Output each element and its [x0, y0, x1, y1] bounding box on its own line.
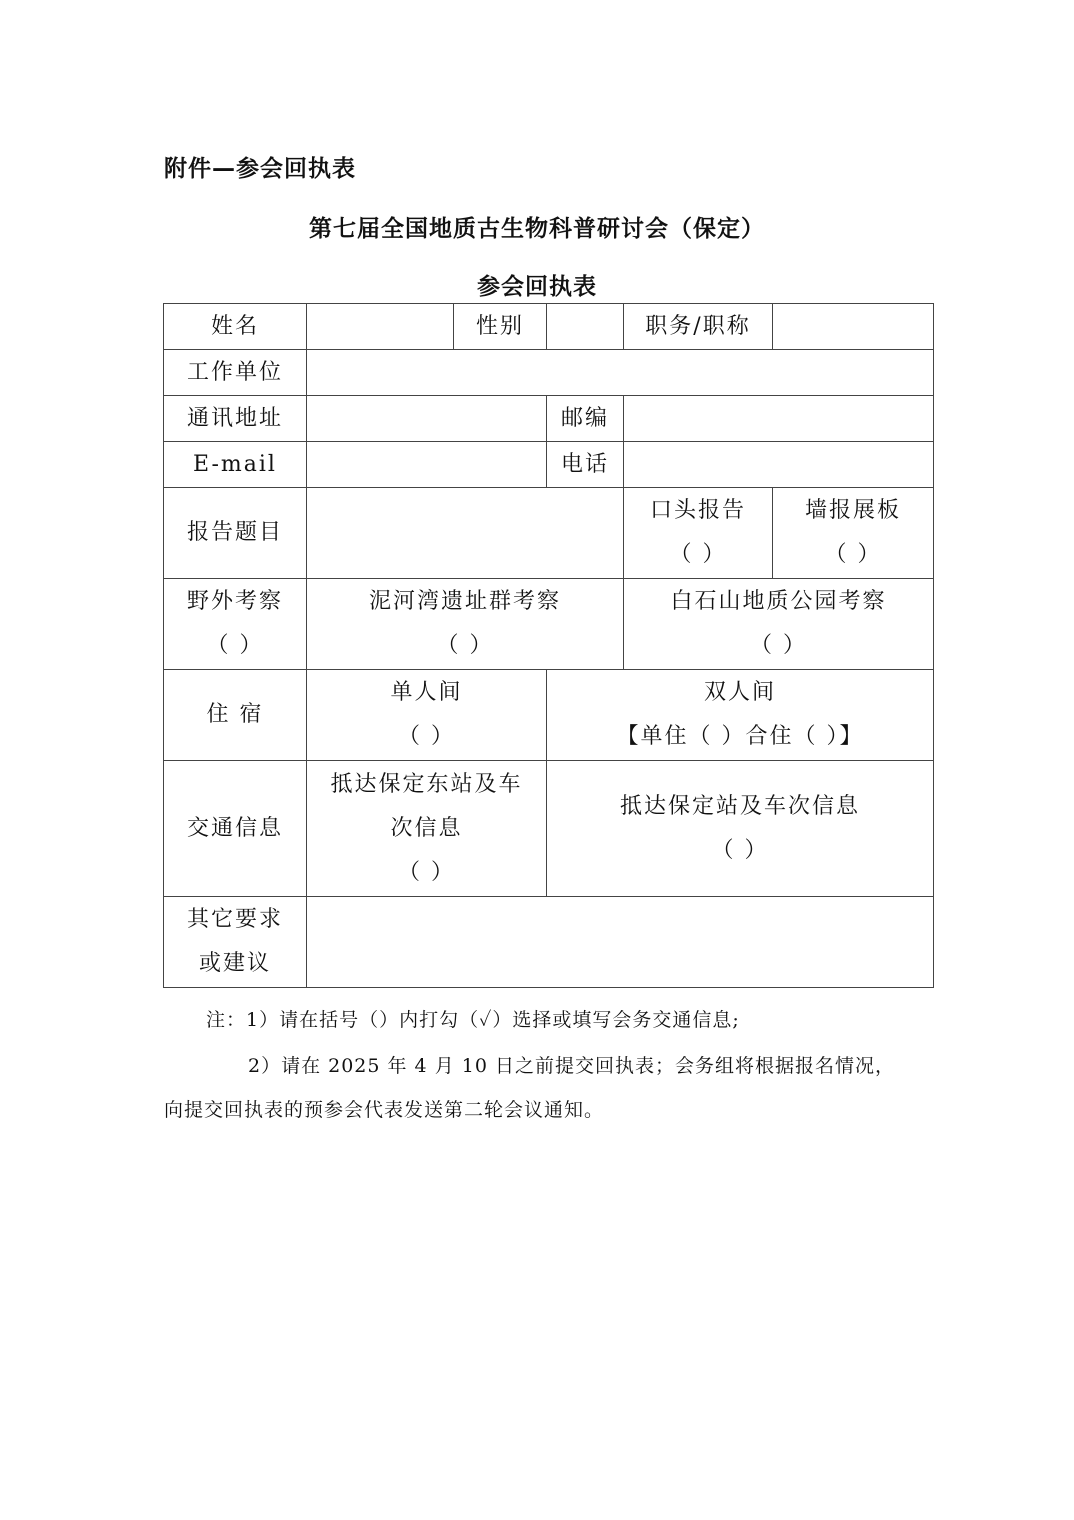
- row-report: [164, 488, 934, 579]
- row-other: [164, 897, 934, 988]
- trip-1-label: 泥河湾遗址群考察: [368, 589, 561, 614]
- row-address: [164, 396, 934, 442]
- label-postcode: 邮编: [547, 396, 624, 442]
- poster-check[interactable]: （ ）: [824, 542, 882, 567]
- label-position: 职务/职称: [624, 304, 773, 350]
- registration-form-table: [163, 303, 934, 988]
- trip-2-label: 白石山地质公园考察: [670, 589, 887, 614]
- field-postcode[interactable]: [624, 396, 934, 442]
- field-other[interactable]: [307, 897, 934, 988]
- note-2: 2）请在 2025 年 4 月 10 日之前提交回执表；会务组将根据报名情况，: [248, 1055, 895, 1077]
- label-lodging: 住 宿: [164, 670, 307, 761]
- other-line2: 或建议: [198, 951, 271, 976]
- label-phone: 电话: [547, 442, 624, 488]
- row-field-trip: [164, 579, 934, 670]
- option-single-room[interactable]: [307, 670, 547, 761]
- note-1: 注：1）请在括号（）内打勾（✓）选择或填写会务交通信息;: [206, 1009, 740, 1031]
- label-transport: 交通信息: [164, 761, 307, 897]
- field-transport-main[interactable]: [547, 761, 934, 897]
- row-name: [164, 304, 934, 350]
- document-title: 第七届全国地质古生物科普研讨会（保定）: [309, 216, 765, 242]
- transport-east-line2: 次信息: [390, 815, 463, 841]
- transport-main-label: 抵达保定站及车次信息: [619, 793, 860, 819]
- option-double-room[interactable]: [547, 670, 934, 761]
- label-gender: 性别: [454, 304, 547, 350]
- transport-main-check[interactable]: （ ）: [711, 837, 769, 863]
- label-email: E-mail: [164, 442, 307, 488]
- field-name[interactable]: [307, 304, 454, 350]
- field-gender[interactable]: [547, 304, 624, 350]
- transport-east-line1: 抵达保定东站及车: [330, 771, 523, 797]
- trip-2-check[interactable]: （ ）: [750, 633, 807, 658]
- option-oral-report[interactable]: [624, 488, 773, 579]
- label-name: 姓名: [164, 304, 307, 350]
- double-room-detail[interactable]: 【单住（ ）合住（ ）】: [616, 724, 864, 749]
- field-phone[interactable]: [624, 442, 934, 488]
- row-lodging: [164, 670, 934, 761]
- poster-label: 墙报展板: [804, 498, 901, 523]
- field-email[interactable]: [307, 442, 547, 488]
- label-other: [164, 897, 307, 988]
- field-trip-check[interactable]: （ ）: [206, 633, 264, 658]
- double-room-label: 双人间: [703, 680, 776, 705]
- field-trip-cell: [164, 579, 307, 670]
- trip-1-check[interactable]: （ ）: [436, 633, 494, 658]
- field-address[interactable]: [307, 396, 547, 442]
- row-email: [164, 442, 934, 488]
- attachment-label: 附件—参会回执表: [164, 156, 356, 182]
- field-transport-east[interactable]: [307, 761, 547, 897]
- option-trip-2[interactable]: [624, 579, 934, 670]
- option-poster[interactable]: [773, 488, 934, 579]
- field-position[interactable]: [773, 304, 934, 350]
- label-address: 通讯地址: [164, 396, 307, 442]
- row-work-unit: [164, 350, 934, 396]
- document-subtitle: 参会回执表: [477, 274, 597, 300]
- row-transport: [164, 761, 934, 897]
- single-room-check[interactable]: （ ）: [398, 724, 455, 749]
- note-3: 向提交回执表的预参会代表发送第二轮会议通知。: [164, 1099, 605, 1121]
- transport-east-check[interactable]: （ ）: [398, 859, 455, 885]
- label-field-trip: 野外考察: [186, 589, 283, 614]
- field-report-title[interactable]: [307, 488, 624, 579]
- label-work-unit: 工作单位: [164, 350, 307, 396]
- other-line1: 其它要求: [186, 907, 283, 932]
- option-trip-1[interactable]: [307, 579, 624, 670]
- oral-report-label: 口头报告: [649, 498, 746, 523]
- oral-report-check[interactable]: （ ）: [669, 542, 727, 567]
- label-report-title: 报告题目: [164, 488, 307, 579]
- field-work-unit[interactable]: [307, 350, 934, 396]
- single-room-label: 单人间: [390, 680, 463, 705]
